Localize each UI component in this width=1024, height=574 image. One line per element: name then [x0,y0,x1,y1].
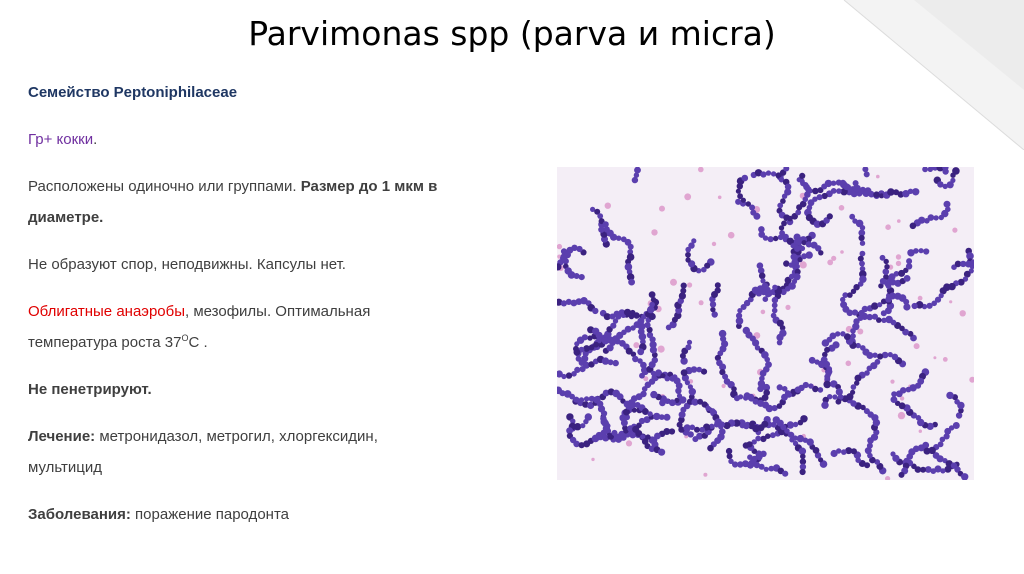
coccus [873,191,879,197]
coccus [782,194,787,199]
coccus [777,203,783,209]
coccus [652,357,658,363]
background-cell [914,343,920,349]
slide-title: Parvimonas spp (parva и micra) [248,14,776,53]
coccus [860,251,866,257]
coccus [891,391,897,397]
location-size: Размер до 1 мкм в [300,178,438,195]
coccus [847,292,853,298]
background-cell [800,261,807,268]
coccus [773,236,778,241]
coccus [585,413,592,420]
coccus [566,372,572,378]
coccus [763,235,768,240]
coccus [734,395,740,401]
coccus [777,340,783,346]
coccus [766,170,771,175]
coccus [677,393,682,398]
coccus [795,210,801,216]
coccus [625,326,632,333]
coccus [691,238,696,243]
coccus [779,225,784,230]
anaerobe-line [28,299,528,324]
coccus [859,235,865,241]
coccus [853,185,860,192]
coccus [630,310,636,316]
background-cell [633,342,639,348]
gram-line [28,127,528,152]
coccus [950,178,955,183]
coccus [800,179,805,184]
background-cell [952,228,957,233]
coccus [592,308,598,314]
background-cell [712,242,716,246]
coccus [858,315,864,321]
coccus [939,215,944,220]
coccus [685,344,691,350]
background-cell [699,300,704,305]
coccus [808,383,813,388]
coccus [665,376,671,382]
coccus [851,384,857,390]
coccus [881,318,886,323]
background-cell [761,310,766,315]
treatment-label: Лечение: [28,428,96,445]
background-cell [943,357,948,362]
background-cell [919,430,922,433]
coccus [855,375,862,382]
coccus [818,387,824,393]
background-cell [898,412,905,419]
anaerobe-label: Облигатные анаэробы [28,303,185,320]
coccus [583,345,590,352]
background-cell [949,300,952,303]
background-cell [703,473,707,477]
coccus [836,399,842,405]
temperature-line [28,330,528,355]
coccus [701,267,707,273]
coccus [836,188,842,194]
coccus [652,437,658,443]
coccus [841,449,847,455]
coccus [777,384,783,390]
coccus [772,285,777,290]
coccus [772,297,778,303]
coccus [840,301,847,308]
coccus [659,400,666,407]
coccus [891,396,898,403]
treatment-line [28,424,528,449]
coccus [772,308,778,314]
coccus [650,391,657,398]
coccus [710,408,716,414]
coccus [757,386,764,393]
background-cell [728,232,735,239]
location-line [28,174,528,199]
coccus [906,387,912,393]
coccus [584,396,589,401]
coccus [762,283,769,290]
background-cell [846,361,852,367]
coccus [799,173,805,179]
disease-text: поражение пародонта [130,506,289,523]
coccus [589,396,595,402]
coccus [904,275,911,282]
background-cell [960,310,966,316]
treatment-text: метронидазол, метрогил, хлоргексидин, [95,428,378,445]
coccus [736,313,742,319]
coccus [726,448,732,454]
body-text [28,80,528,527]
coccus [760,370,767,377]
coccus [685,257,690,262]
coccus [737,193,743,199]
anaerobe-text: , мезофилы. Оптимальная [185,303,371,320]
micrograph-image [557,167,974,480]
coccus [826,366,832,372]
coccus [628,279,635,286]
coccus [907,249,914,256]
coccus [919,248,924,253]
location-line-2: диаметре. [28,209,104,226]
coccus [871,302,878,309]
coccus [707,445,714,452]
coccus [858,256,864,262]
coccus [727,453,733,459]
coccus [831,181,836,186]
background-cell [840,250,844,254]
coccus [736,189,741,194]
coccus [681,283,687,289]
coccus [927,303,933,309]
gram-text: Гр+ кокки [28,131,94,148]
coccus [823,381,831,389]
coccus [615,314,621,320]
coccus [880,255,886,261]
coccus [903,303,910,310]
coccus [747,441,753,447]
background-cell [831,256,836,261]
coccus [795,386,802,393]
coccus [597,213,603,219]
coccus [714,422,720,428]
background-cell [896,261,901,266]
degree-sup: О [181,333,189,343]
coccus [821,402,828,409]
coccus [634,167,641,174]
coccus [800,469,806,475]
coccus [912,188,919,195]
temperature-text: температура роста 37 [28,334,182,351]
coccus [884,264,889,269]
background-cell [626,440,632,446]
coccus [798,420,804,426]
coccus [933,215,938,220]
coccus [787,421,794,428]
coccus [664,414,671,421]
coccus [681,369,688,376]
coccus [782,471,788,477]
coccus [818,250,823,255]
coccus [587,335,592,340]
background-cell [890,380,894,384]
coccus [764,467,769,472]
background-cell [857,329,863,335]
coccus [826,371,832,377]
disease-line [28,502,528,527]
coccus [759,273,766,280]
coccus [613,360,619,366]
coccus [647,411,652,416]
background-cell [658,346,665,353]
coccus [877,353,883,359]
coccus [610,234,617,241]
coccus [744,462,749,467]
background-cell [605,203,611,209]
coccus [628,244,634,250]
coccus [574,273,580,279]
coccus [946,392,953,399]
coccus [800,454,806,460]
coccus [832,394,837,399]
coccus [637,348,644,355]
background-cell [897,219,901,223]
background-cell [687,282,692,287]
coccus [649,291,656,298]
coccus [940,437,946,443]
gram-tail: . [93,131,98,148]
coccus [685,252,691,258]
coccus [742,175,749,182]
coccus [800,246,805,251]
background-cell [718,196,722,200]
coccus [675,388,681,394]
family-line: Семейство Peptoniphilaceae [28,84,238,101]
location-normal: Расположены одиночно или группами. [28,178,301,195]
coccus [771,171,776,176]
coccus [680,288,686,294]
coccus [579,274,585,280]
coccus [658,449,665,456]
coccus [952,167,960,175]
background-cell [591,458,594,461]
coccus [859,261,865,267]
coccus [772,302,778,308]
coccus [715,287,721,293]
coccus [770,432,776,438]
coccus [640,391,646,397]
background-cell [785,305,790,310]
penetrate-line: Не пенетрируют. [28,381,152,398]
background-cell [684,193,691,200]
coccus [753,213,760,220]
coccus [860,241,865,246]
coccus [612,430,618,436]
coccus [719,421,725,427]
background-cell [839,205,845,211]
background-cell [885,224,891,230]
coccus [768,236,774,242]
coccus [910,223,917,230]
coccus [809,357,816,364]
coccus [579,397,584,402]
background-cell [918,296,923,301]
coccus [924,448,931,455]
coccus [710,307,715,312]
coccus [840,331,845,336]
coccus [888,352,893,357]
coccus [699,427,705,433]
coccus [899,472,905,478]
coccus [923,248,929,254]
coccus [831,450,838,457]
background-cell [651,229,657,235]
coccus [749,205,755,211]
coccus [688,384,693,389]
coccus [616,236,621,241]
background-cell [659,206,665,212]
celsius-text: С . [188,334,208,351]
coccus [649,302,655,308]
coccus [788,432,794,438]
coccus [890,451,895,456]
coccus [883,268,890,275]
coccus [763,296,769,302]
coccus [806,251,813,258]
coccus [687,340,692,345]
spores-line: Не образуют спор, неподвижны. Капсулы нет. [28,256,346,273]
coccus [794,246,800,252]
coccus [760,436,766,442]
background-cell [670,279,677,286]
coccus [822,339,830,347]
coccus [574,349,581,356]
coccus [684,424,691,431]
coccus [827,213,833,219]
treatment-line-2: мультицид [28,459,103,476]
disease-label: Заболевания: [28,506,131,523]
background-cell [933,356,936,359]
coccus [912,303,918,309]
coccus [795,238,802,245]
coccus [715,282,721,288]
coccus [783,260,789,266]
coccus [942,168,948,174]
background-cell [876,175,880,179]
coccus [760,171,766,177]
coccus [574,341,579,346]
coccus [864,171,870,177]
background-cell [722,384,726,388]
background-cell [896,254,901,259]
coccus [906,258,912,264]
coccus [632,177,638,183]
